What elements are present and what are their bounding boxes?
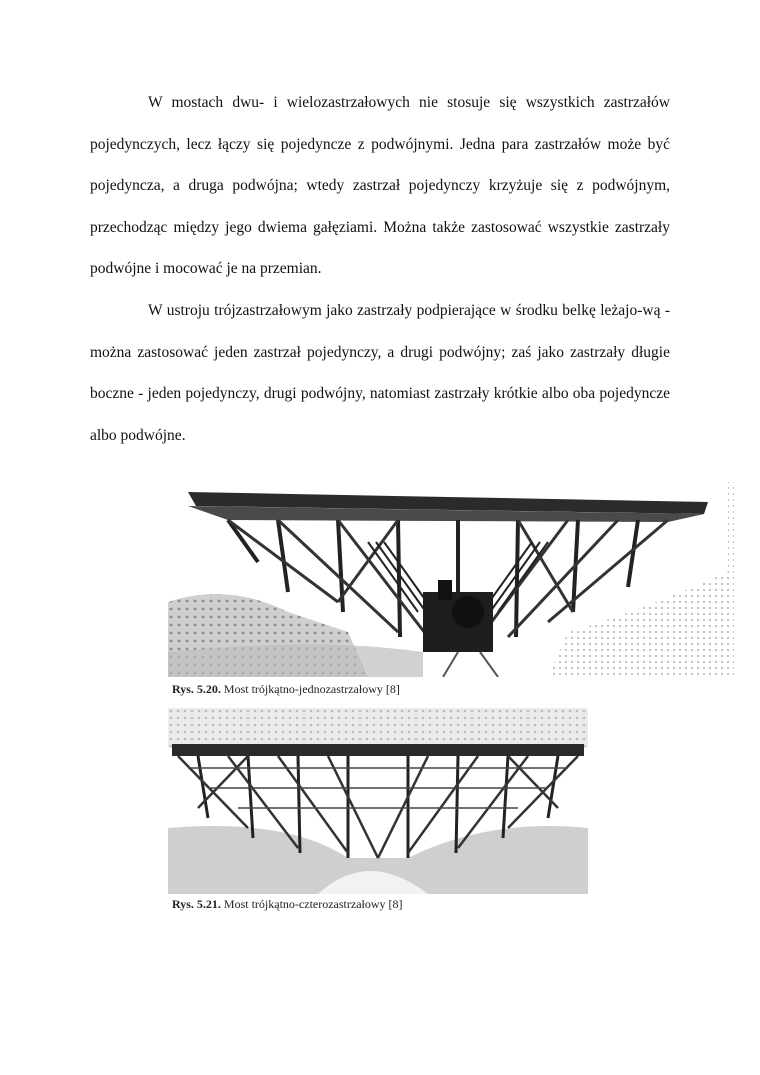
figure-caption-5-21	[172, 897, 403, 912]
paragraph-1: W mostach dwu- i wielozastrzałowych nie stosuje się wszystkich zastrzałów pojedynczych, lecz łączy się pojedyncze z podwójnymi. Jedna para zastrzałów może być pojedyncza, a druga podwójna; wtedy zastrzał pojedynczy krzyżuje się z podwójnym, przechodząc między jego dwiema gałęziami. Można także zastosować wszystkie zastrzały podwójne i mocować je na przemian.	[90, 94, 670, 278]
figure-label: Rys. 5.20.	[172, 682, 221, 696]
bridge-photo-5-21	[168, 708, 588, 894]
figure-label: Rys. 5.21.	[172, 897, 221, 911]
figure-caption-5-20	[172, 682, 400, 697]
figure-title: Most trójkątno-jednozastrzałowy [8]	[223, 682, 400, 696]
figure-title: Most trójkątno-czterozastrzałowy [8]	[223, 897, 403, 911]
bridge-photo-5-20	[168, 462, 734, 677]
paragraph-2: W ustroju trójzastrzałowym jako zastrzały podpierające w środku belkę leżajo-wą - można zastosować jeden zastrzał pojedynczy, a drugi podwójny; zaś jako zastrzały długie boczne - jeden pojedynczy, drugi podwójny, natomiast zastrzały krótkie albo oba pojedyncze albo podwójne.	[90, 302, 670, 444]
